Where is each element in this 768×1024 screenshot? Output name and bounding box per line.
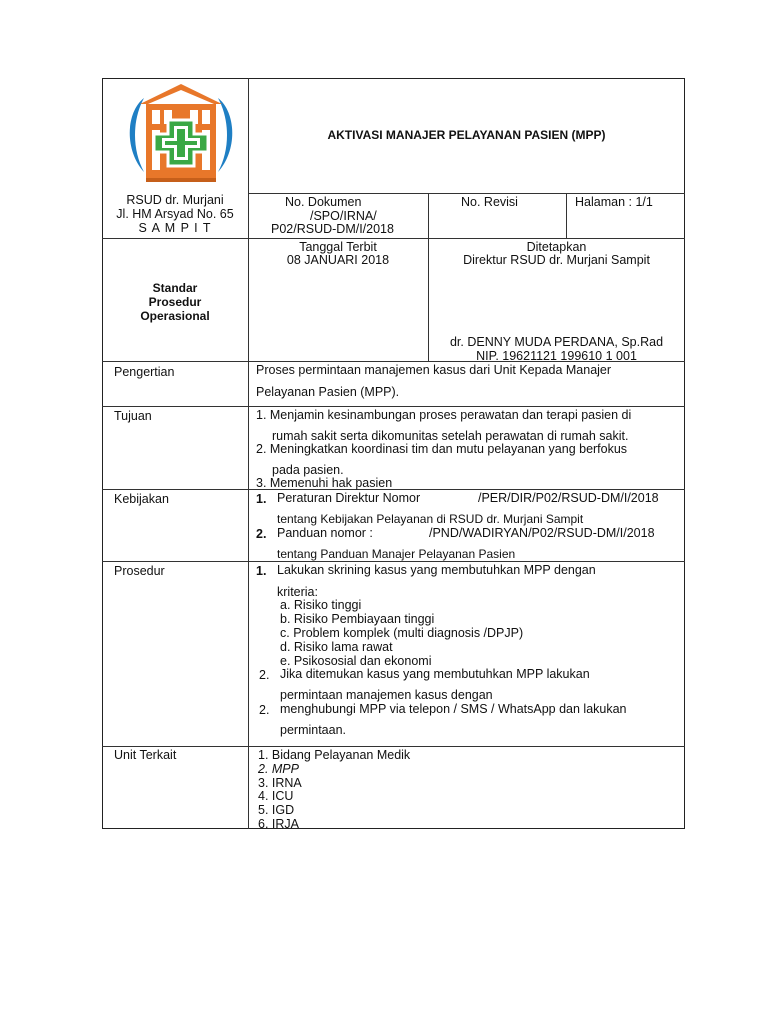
column-divider-right: [566, 193, 567, 238]
tujuan-item: 2. Meningkatkan koordinasi tim dan mutu pelayanan yang berfokus: [256, 442, 628, 456]
hospital-city: S A M P I T: [138, 221, 212, 235]
row-divider-prosedur: [102, 561, 685, 562]
kebijakan-item-1c: tentang Kebijakan Pelayanan di RSUD dr. Murjani Sampit: [277, 512, 584, 526]
row-divider-docinfo: [102, 238, 685, 239]
tujuan-item: pada pasien.: [272, 463, 344, 477]
prosedur-criteria-item: c. Problem komplek (multi diagnosis /DPJP): [280, 626, 524, 640]
hospital-address: Jl. HM Arsyad No. 65: [116, 207, 234, 221]
hospital-logo-icon: [122, 80, 240, 188]
unit-terkait-item: 6. IRJA: [258, 817, 299, 831]
sop-label-2: Prosedur: [148, 295, 202, 309]
header-divider: [248, 193, 685, 194]
document-title: AKTIVASI MANAJER PELAYANAN PASIEN (MPP): [327, 128, 606, 142]
unit-terkait-item: 3. IRNA: [258, 776, 302, 790]
prosedur-step-2-cont: permintaan manajemen kasus dengan: [280, 688, 493, 702]
tujuan-item: 3. Memenuhi hak pasien: [256, 476, 393, 490]
sop-label-3: Operasional: [140, 309, 210, 323]
ditetapkan-label: Ditetapkan: [526, 240, 587, 254]
prosedur-number: 2.: [259, 703, 270, 717]
prosedur-step-3: menghubungi MPP via telepon / SMS / WhatsApp dan lakukan: [280, 702, 627, 716]
kebijakan-number: 2.: [256, 527, 267, 541]
kebijakan-label: Kebijakan: [114, 492, 169, 506]
tujuan-label: Tujuan: [114, 409, 152, 423]
kebijakan-number: 1.: [256, 492, 267, 506]
tanggal-terbit-value: 08 JANUARI 2018: [286, 253, 390, 267]
pengertian-label: Pengertian: [114, 365, 175, 379]
pengertian-text-1: Proses permintaan manajemen kasus dari Unit Kepada Manajer: [256, 363, 612, 377]
prosedur-step-3-cont: permintaan.: [280, 723, 347, 737]
row-divider-kebijakan: [102, 489, 685, 490]
no-dokumen-value-1: /SPO/IRNA/: [310, 209, 377, 223]
kebijakan-item-2c: tentang Panduan Manajer Pelayanan Pasien: [277, 547, 516, 561]
kebijakan-item-1a: Peraturan Direktur Nomor: [277, 491, 421, 505]
row-divider-unit: [102, 746, 685, 747]
signer-name: dr. DENNY MUDA PERDANA, Sp.Rad: [449, 335, 664, 349]
prosedur-label: Prosedur: [114, 564, 165, 578]
no-dokumen-label: No. Dokumen: [285, 195, 362, 209]
prosedur-step-1-cont: kriteria:: [277, 585, 318, 599]
tujuan-item: rumah sakit serta dikomunitas setelah perawatan di rumah sakit.: [272, 429, 629, 443]
kebijakan-item-2b: /PND/WADIRYAN/P02/RSUD-DM/I/2018: [429, 526, 655, 540]
prosedur-criteria-item: d. Risiko lama rawat: [280, 640, 393, 654]
prosedur-criteria-item: e. Psikososial dan ekonomi: [280, 654, 432, 668]
kebijakan-item-2a: Panduan nomor :: [277, 526, 373, 540]
unit-terkait-label: Unit Terkait: [114, 748, 177, 762]
sop-label-1: Standar: [152, 281, 198, 295]
unit-terkait-item: 5. IGD: [258, 803, 295, 817]
column-divider-left: [248, 78, 249, 829]
no-revisi-label: No. Revisi: [461, 195, 518, 209]
hospital-name: RSUD dr. Murjani: [126, 193, 224, 207]
unit-terkait-item: 2. MPP: [258, 762, 299, 776]
prosedur-step-1: Lakukan skrining kasus yang membutuhkan MPP dengan: [277, 563, 596, 577]
halaman-label: Halaman : 1/1: [575, 195, 653, 209]
no-dokumen-value-2: P02/RSUD-DM/I/2018: [271, 222, 394, 236]
ditetapkan-by: Direktur RSUD dr. Murjani Sampit: [463, 253, 650, 267]
prosedur-number: 1.: [256, 564, 267, 578]
prosedur-step-2: Jika ditemukan kasus yang membutuhkan MPP lakukan: [280, 667, 590, 681]
pengertian-text-2: Pelayanan Pasien (MPP).: [256, 385, 400, 399]
row-divider-tujuan: [102, 406, 685, 407]
signer-nip: NIP. 19621121 199610 1 001: [476, 349, 637, 363]
prosedur-number: 2.: [259, 668, 270, 682]
unit-terkait-item: 1. Bidang Pelayanan Medik: [258, 748, 411, 762]
prosedur-criteria-item: b. Risiko Pembiayaan tinggi: [280, 612, 435, 626]
unit-terkait-item: 4. ICU: [258, 789, 294, 803]
kebijakan-item-1b: /PER/DIR/P02/RSUD-DM/I/2018: [478, 491, 659, 505]
prosedur-criteria-item: a. Risiko tinggi: [280, 598, 362, 612]
tanggal-terbit-label: Tanggal Terbit: [299, 240, 377, 254]
tujuan-item: 1. Menjamin kesinambungan proses perawatan dan terapi pasien di: [256, 408, 632, 422]
